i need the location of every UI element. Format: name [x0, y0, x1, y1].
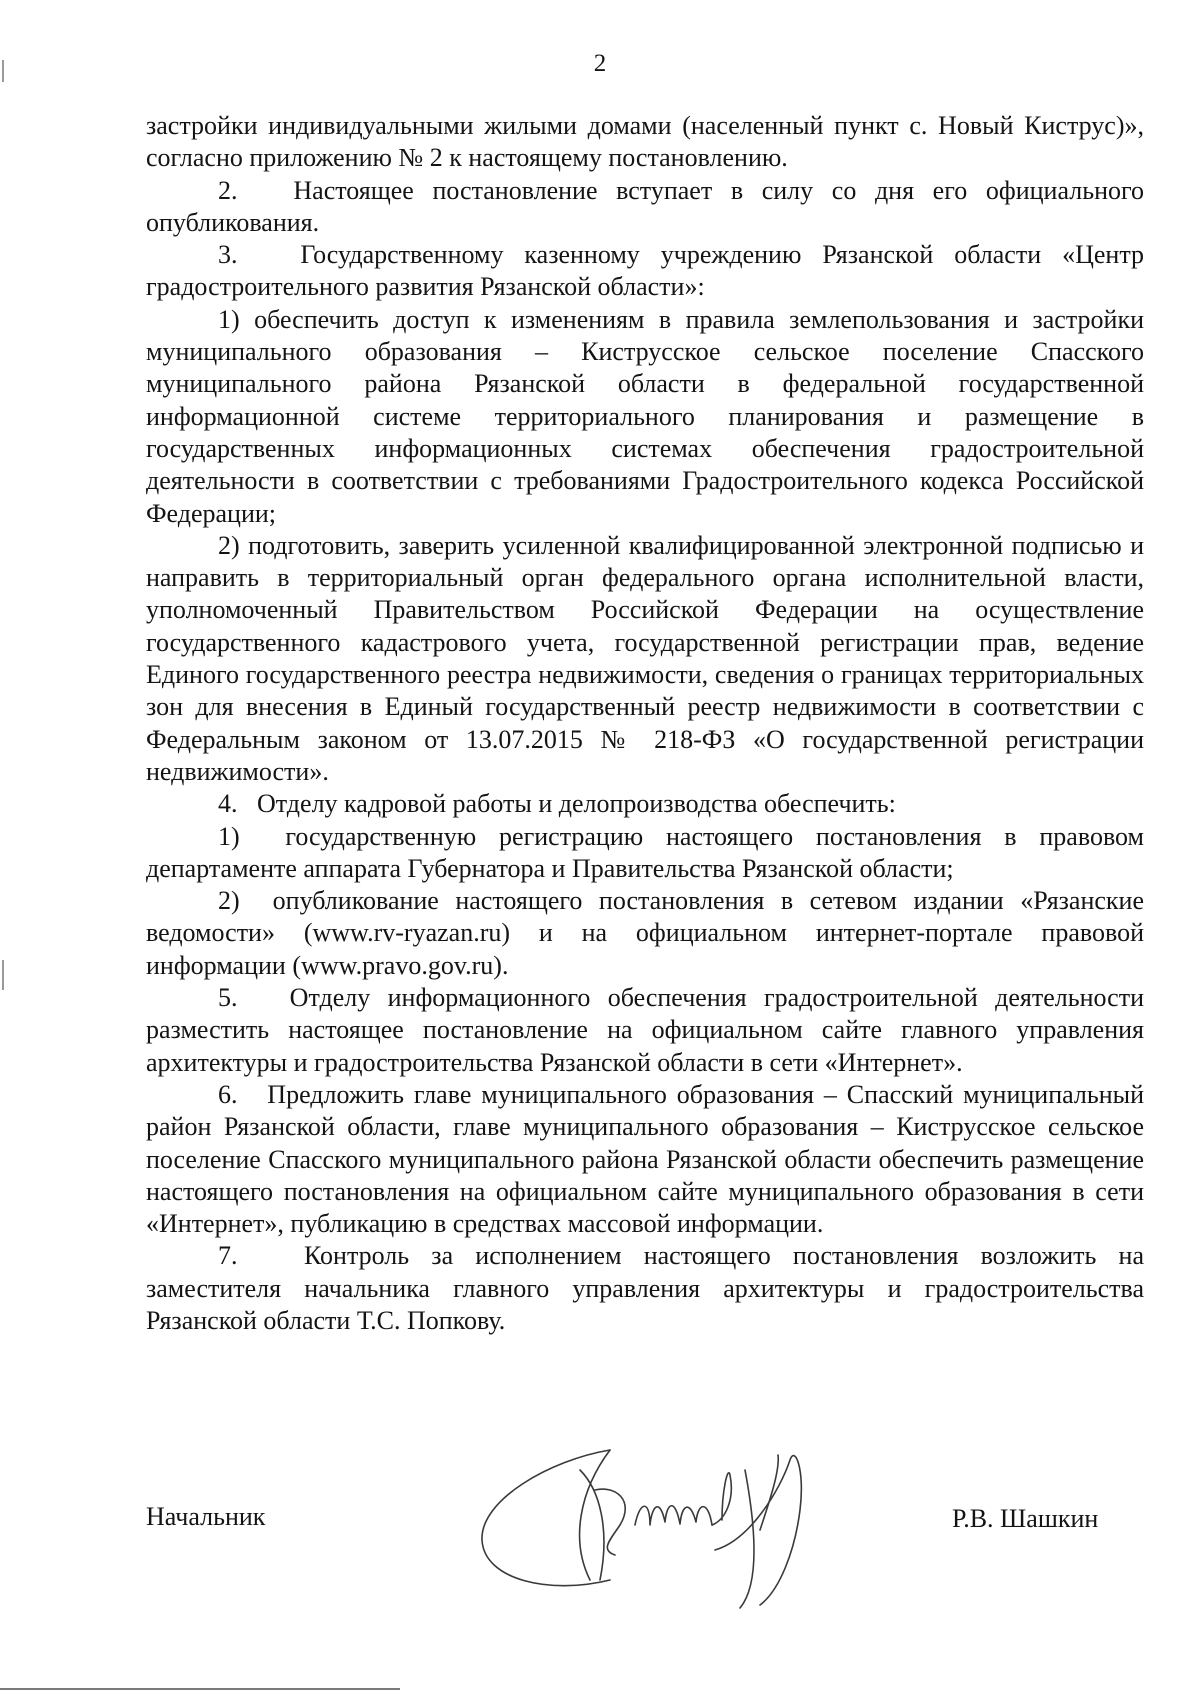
paragraph-5: 5. Отделу информационного обеспечения градостроительной деятельности разместить настоящее постановление на официальном сайте главного управления архитектуры и градостроительства Рязанской области в сети «Интернет». — [146, 983, 1144, 1077]
paragraph-6: 6. Предложить главе муниципального образования – Спасский муниципальный район Рязанской области, главе муниципального образования – Киструсское сельское поселение Спасского муниципального района Рязанской области обеспечить размещение настоящего постановления на официальном сайте муниципального образования в сети «Интернет», публикацию в средствах массовой информации. — [146, 1079, 1144, 1239]
signatory-name: Р.В. Шашкин — [952, 1504, 1099, 1533]
handwritten-signature — [460, 1430, 880, 1610]
document-body — [146, 110, 1144, 1337]
paragraph-continuation: застройки индивидуальными жилыми домами (населенный пункт с. Новый Киструс)», согласно приложению № 2 к настоящему постановлению. — [146, 111, 1144, 173]
paragraph-3-item-1: 1) обеспечить доступ к изменениям в правила землепользования и застройки муниципального образования – Киструсское сельское поселение Спасского муниципального района Рязанской области в федеральной государственной информационной системе территориального планирования и размещение в государственных информационных системах обеспечения градостроительной деятельности в соответствии с требованиями Градостроительного кодекса Российской Федерации; — [146, 304, 1144, 528]
paragraph-7: 7. Контроль за исполнением настоящего постановления возложить на заместителя начальника главного управления архитектуры и градостроительства Рязанской области Т.С. Попкову. — [146, 1241, 1144, 1335]
page-number: 2 — [593, 50, 607, 77]
paragraph-4-item-2: 2) опубликование настоящего постановления в сетевом издании «Рязанские ведомости» (www.rv-ryazan.ru) и на официальном интернет-портале правовой информации (www.pravo.gov.ru). — [146, 886, 1144, 980]
paragraph-3: 3. Государственному казенному учреждению Рязанской области «Центр градостроительного развития Рязанской области»: — [146, 240, 1144, 302]
signatory-title: Начальник — [146, 1502, 266, 1531]
scan-margin-mark — [2, 960, 4, 990]
paragraph-4-item-1: 1) государственную регистрацию настоящего постановления в правовом департаменте аппарата Губернатора и Правительства Рязанской области; — [146, 821, 1144, 883]
scan-bottom-edge — [0, 1688, 400, 1690]
paragraph-3-item-2: 2) подготовить, заверить усиленной квалифицированной электронной подписью и направить в территориальный орган федерального органа исполнительной власти, уполномоченный Правительством Российской Федерации на осуществление государственного кадастрового учета, государственной регистрации прав, ведение Единого государственного реестра недвижимости, сведения о границах территориальных зон для внесения в Единый государственный реестр недвижимости в соответствии с Федеральным законом от 13.07.2015 № 218-ФЗ «О государственной регистрации недвижимости». — [146, 530, 1144, 786]
paragraph-4: 4. Отделу кадровой работы и делопроизводства обеспечить: — [218, 789, 896, 819]
paragraph-2: 2. Настоящее постановление вступает в силу со дня его официального опубликования. — [146, 175, 1144, 237]
